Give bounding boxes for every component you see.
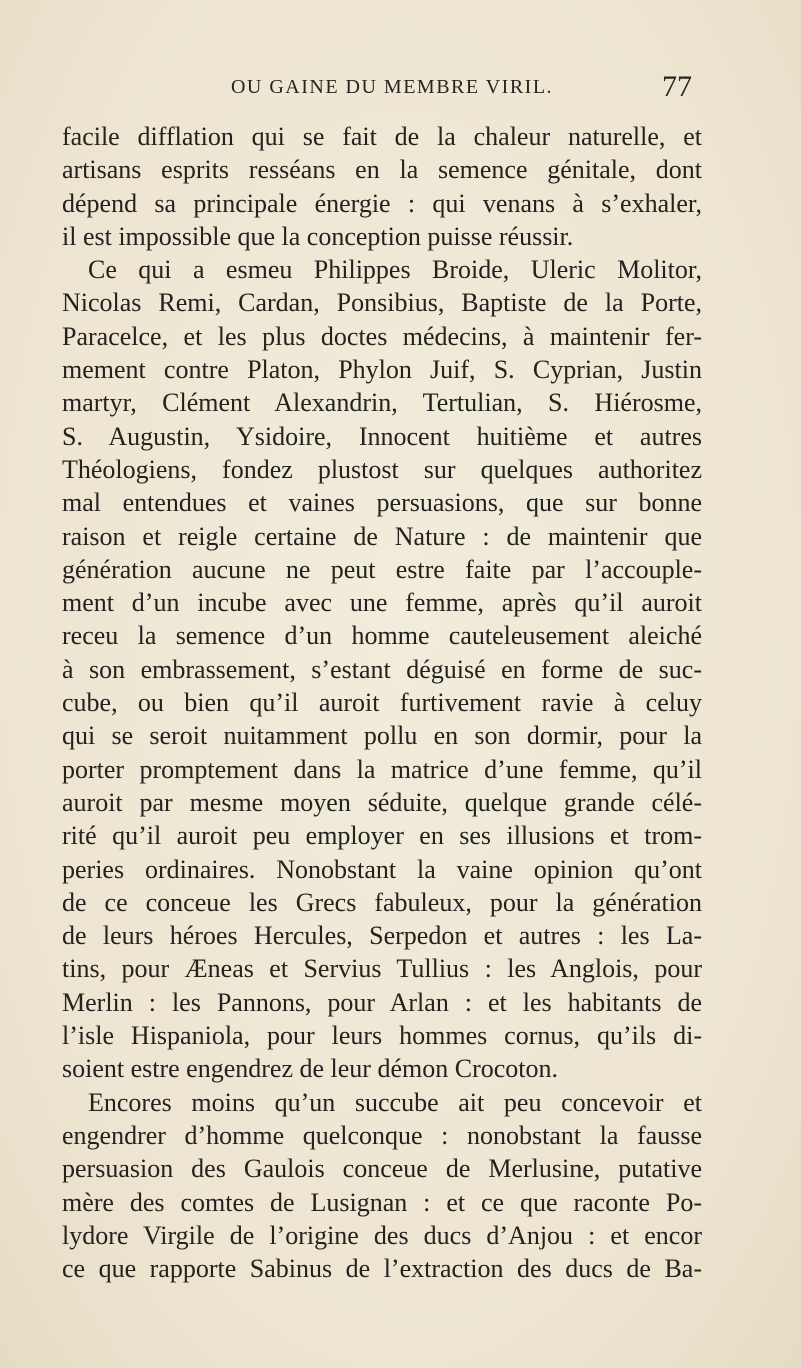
text-line: à son embrassement, s’estant déguisé en forme de suc-: [62, 654, 702, 684]
page-number: 77: [662, 70, 692, 103]
text-line: auroit par mesme moyen séduite, quelque grande célé-: [62, 787, 702, 817]
text-line: persuasion des Gaulois conceue de Merlusine, putative: [62, 1154, 702, 1184]
text-line: tins, pour Æneas et Servius Tullius : les Anglois, pour: [62, 954, 702, 984]
text-line: génération aucune ne peut estre faite par l’accouple-: [62, 554, 702, 584]
text-line: mal entendues et vaines persuasions, que sur bonne: [62, 488, 702, 518]
text-line: porter promptement dans la matrice d’une femme, qu’il: [62, 754, 702, 784]
text-line: peries ordinaires. Nonobstant la vaine opinion qu’ont: [62, 854, 702, 884]
text-line: soient estre engendrez de leur démon Crocoton.: [62, 1054, 558, 1084]
text-line: Paracelce, et les plus doctes médecins, à maintenir fer-: [62, 321, 702, 351]
text-line: Merlin : les Pannons, pour Arlan : et les habitants de: [62, 987, 702, 1017]
text-line: raison et reigle certaine de Nature : de maintenir que: [62, 521, 702, 551]
text-line: ce que rapporte Sabinus de l’extraction des ducs de Ba-: [62, 1254, 702, 1284]
text-line: Théologiens, fondez plustost sur quelques authoritez: [62, 454, 702, 484]
text-line: Encores moins qu’un succube ait peu concevoir et: [88, 1087, 702, 1117]
text-line: artisans esprits resséans en la semence génitale, dont: [62, 155, 702, 185]
text-line: Nicolas Remi, Cardan, Ponsibius, Baptiste de la Porte,: [62, 288, 702, 318]
text-line: receu la semence d’un homme cauteleusement aleiché: [62, 621, 702, 651]
text-line: de ce conceue les Grecs fabuleux, pour la génération: [62, 887, 702, 917]
text-line: facile difflation qui se fait de la chaleur naturelle, et: [62, 122, 702, 151]
text-line: rité qu’il auroit peu employer en ses illusions et trom-: [62, 821, 702, 851]
text-line: S. Augustin, Ysidoire, Innocent huitième et autres: [62, 421, 702, 451]
text-line: engendrer d’homme quelconque : nonobstant la fausse: [62, 1120, 702, 1150]
text-line: il est impossible que la conception puisse réussir.: [62, 221, 574, 251]
text-line: ment d’un incube avec une femme, après qu’il auroit: [62, 588, 702, 618]
text-line: Ce qui a esmeu Philippes Broide, Uleric Molitor,: [88, 255, 702, 285]
text-line: qui se seroit nuitamment pollu en son dormir, pour la: [62, 721, 702, 751]
text-line: cube, ou bien qu’il auroit furtivement ravie à celuy: [62, 688, 702, 718]
text-line: l’isle Hispaniola, pour leurs hommes cornus, qu’ils di-: [62, 1021, 702, 1051]
text-line: dépend sa principale énergie : qui venans à s’exhaler,: [62, 188, 702, 218]
text-line: de leurs héroes Hercules, Serpedon et autres : les La-: [62, 921, 702, 951]
running-head: OU GAINE DU MEMBRE VIRIL.: [230, 76, 554, 98]
text-line: martyr, Clément Alexandrin, Tertulian, S. Hiérosme,: [62, 388, 702, 418]
text-line: mère des comtes de Lusignan : et ce que raconte Po-: [62, 1187, 702, 1217]
body-text: [62, 120, 702, 1285]
text-line: lydore Virgile de l’origine des ducs d’Anjou : et encor: [62, 1220, 702, 1250]
text-line: mement contre Platon, Phylon Juif, S. Cyprian, Justin: [62, 355, 702, 385]
